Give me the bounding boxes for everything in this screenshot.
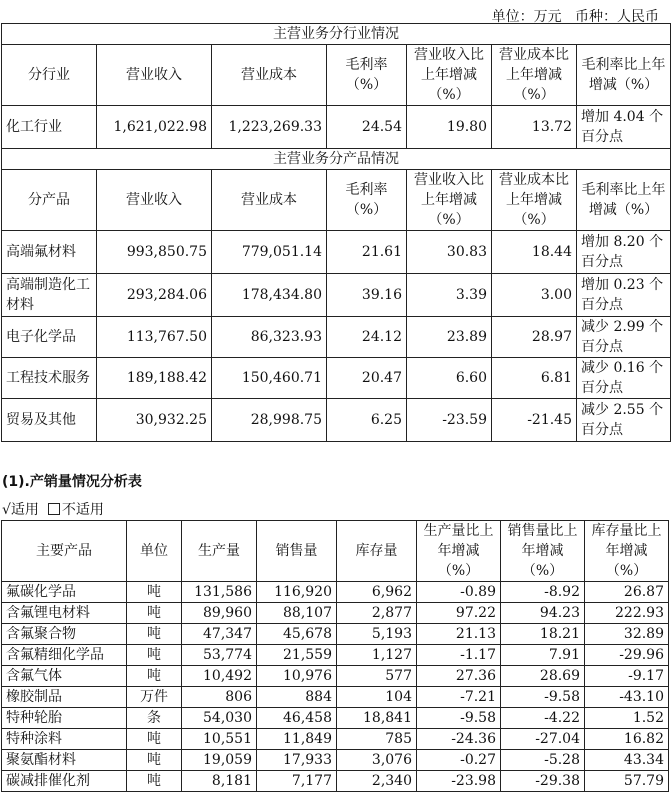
table-cell: 条 xyxy=(127,708,182,729)
table-cell: 88,107 xyxy=(257,603,337,624)
table-cell: 吨 xyxy=(127,750,182,771)
table-cell: 131,586 xyxy=(182,582,257,603)
table-cell: 2,340 xyxy=(337,771,417,792)
table-cell: 17,933 xyxy=(257,750,337,771)
header-row xyxy=(2,170,671,231)
table-cell: 785 xyxy=(337,729,417,750)
table-cell: 减少 2.99 个百分点 xyxy=(577,317,671,358)
table-cell: 47,347 xyxy=(182,624,257,645)
row-label: 橡胶制品 xyxy=(2,687,127,708)
table-cell: -27.04 xyxy=(501,729,585,750)
table-cell: 10,976 xyxy=(257,666,337,687)
table-cell: 5,193 xyxy=(337,624,417,645)
table-cell: 32.89 xyxy=(585,624,669,645)
table-cell: -23.98 xyxy=(417,771,501,792)
header-cell: 毛利率比上年增减（%） xyxy=(577,45,671,106)
table-cell: 6.25 xyxy=(327,399,407,442)
table-cell: 减少 2.55 个百分点 xyxy=(577,399,671,442)
table-cell: 10,551 xyxy=(182,729,257,750)
table-cell: 6.81 xyxy=(492,358,577,399)
table-row xyxy=(2,582,669,603)
table-cell: -23.59 xyxy=(407,399,492,442)
table-cell: 18.21 xyxy=(501,624,585,645)
table-cell: -8.92 xyxy=(501,582,585,603)
header-cell: 销售量比上年增减（%） xyxy=(501,521,585,582)
table-cell: 2,877 xyxy=(337,603,417,624)
header-cell: 毛利率（%） xyxy=(327,45,407,106)
table-row xyxy=(2,624,669,645)
table-cell: 万件 xyxy=(127,687,182,708)
table-cell: 94.23 xyxy=(501,603,585,624)
table-cell: 吨 xyxy=(127,645,182,666)
table-cell: 54,030 xyxy=(182,708,257,729)
row-label: 特种涂料 xyxy=(2,729,127,750)
header-cell: 营业收入比上年增减（%） xyxy=(407,170,492,231)
table-cell: 19.80 xyxy=(407,106,492,149)
table-cell: 53,774 xyxy=(182,645,257,666)
header-cell: 单位 xyxy=(127,521,182,582)
table-cell: 减少 0.16 个百分点 xyxy=(577,358,671,399)
header-cell: 库存量比上年增减（%） xyxy=(585,521,669,582)
table-cell: 18.44 xyxy=(492,231,577,274)
table-cell: 30,932.25 xyxy=(97,399,212,442)
table-cell: 13.72 xyxy=(492,106,577,149)
table-cell: -21.45 xyxy=(492,399,577,442)
table-cell: 150,460.71 xyxy=(212,358,327,399)
table-cell: -24.36 xyxy=(417,729,501,750)
table-cell: 6,962 xyxy=(337,582,417,603)
header-cell: 营业收入 xyxy=(97,45,212,106)
table-cell: 30.83 xyxy=(407,231,492,274)
table-cell: 89,960 xyxy=(182,603,257,624)
header-cell: 毛利率（%） xyxy=(327,170,407,231)
table-cell: 1,621,022.98 xyxy=(97,106,212,149)
table-cell: 779,051.14 xyxy=(212,231,327,274)
production-sales-table xyxy=(1,520,669,792)
table-row xyxy=(2,771,669,792)
table-cell: 993,850.75 xyxy=(97,231,212,274)
row-label: 含氟聚合物 xyxy=(2,624,127,645)
header-cell: 分产品 xyxy=(2,170,97,231)
table-row xyxy=(2,666,669,687)
header-cell: 主要产品 xyxy=(2,521,127,582)
row-label: 高端氟材料 xyxy=(2,231,97,274)
applicable-options xyxy=(2,499,104,519)
table-cell: 1.52 xyxy=(585,708,669,729)
table-cell: -29.38 xyxy=(501,771,585,792)
table-cell: 增加 4.04 个百分点 xyxy=(577,106,671,149)
table-cell: 6.60 xyxy=(407,358,492,399)
table-cell: 吨 xyxy=(127,666,182,687)
header-row xyxy=(2,521,669,582)
row-label: 特种轮胎 xyxy=(2,708,127,729)
table-row xyxy=(2,708,669,729)
header-cell: 营业收入比上年增减（%） xyxy=(407,45,492,106)
table-cell: 39.16 xyxy=(327,274,407,317)
table-row xyxy=(2,106,671,149)
table-row xyxy=(2,317,671,358)
table-cell: 178,434.80 xyxy=(212,274,327,317)
table-cell: 3,076 xyxy=(337,750,417,771)
table-cell: -0.89 xyxy=(417,582,501,603)
table-cell: 7.91 xyxy=(501,645,585,666)
table-cell: 18,841 xyxy=(337,708,417,729)
table-cell: 293,284.06 xyxy=(97,274,212,317)
table-cell: -9.17 xyxy=(585,666,669,687)
table-cell: 806 xyxy=(182,687,257,708)
header-cell: 库存量 xyxy=(337,521,417,582)
table-cell: 21.13 xyxy=(417,624,501,645)
table-cell: -4.22 xyxy=(501,708,585,729)
header-cell: 毛利率比上年增减（%） xyxy=(577,170,671,231)
header-cell: 销售量 xyxy=(257,521,337,582)
header-cell: 营业收入 xyxy=(97,170,212,231)
table-cell: 43.34 xyxy=(585,750,669,771)
table-cell: 26.87 xyxy=(585,582,669,603)
table-cell: 8,181 xyxy=(182,771,257,792)
table-cell: 28,998.75 xyxy=(212,399,327,442)
table-row xyxy=(2,358,671,399)
table-row xyxy=(2,274,671,317)
row-label: 聚氨酯材料 xyxy=(2,750,127,771)
table-cell: 3.00 xyxy=(492,274,577,317)
industry-section-title-row xyxy=(2,24,671,45)
table-cell: 吨 xyxy=(127,771,182,792)
table-cell: 10,492 xyxy=(182,666,257,687)
row-label: 工程技术服务 xyxy=(2,358,97,399)
table-row xyxy=(2,603,669,624)
table-cell: -7.21 xyxy=(417,687,501,708)
applicable-checked-label: √适用 xyxy=(2,502,39,518)
table-cell: 7,177 xyxy=(257,771,337,792)
table-cell: 189,188.42 xyxy=(97,358,212,399)
table-cell: 57.79 xyxy=(585,771,669,792)
table-cell: -29.96 xyxy=(585,645,669,666)
row-label: 氟碳化学品 xyxy=(2,582,127,603)
header-cell: 营业成本 xyxy=(212,170,327,231)
table-cell: 97.22 xyxy=(417,603,501,624)
table-cell: 116,920 xyxy=(257,582,337,603)
table-cell: 21.61 xyxy=(327,231,407,274)
header-cell: 生产量 xyxy=(182,521,257,582)
table-row xyxy=(2,231,671,274)
table-cell: 28.97 xyxy=(492,317,577,358)
table-row xyxy=(2,687,669,708)
table-cell: 11,849 xyxy=(257,729,337,750)
table-cell: -9.58 xyxy=(417,708,501,729)
table-cell: 23.89 xyxy=(407,317,492,358)
header-cell: 营业成本比上年增减（%） xyxy=(492,170,577,231)
header-cell: 分行业 xyxy=(2,45,97,106)
header-row xyxy=(2,45,671,106)
table-cell: 16.82 xyxy=(585,729,669,750)
row-label: 含氟锂电材料 xyxy=(2,603,127,624)
row-label: 碳减排催化剂 xyxy=(2,771,127,792)
table-cell: 24.54 xyxy=(327,106,407,149)
table-cell: -9.58 xyxy=(501,687,585,708)
table-cell: 增加 0.23 个百分点 xyxy=(577,274,671,317)
table-cell: 吨 xyxy=(127,603,182,624)
row-label: 含氟精细化学品 xyxy=(2,645,127,666)
table-cell: 吨 xyxy=(127,624,182,645)
table-cell: 577 xyxy=(337,666,417,687)
row-label: 化工行业 xyxy=(2,106,97,149)
table-cell: 24.12 xyxy=(327,317,407,358)
table-cell: 104 xyxy=(337,687,417,708)
table-cell: 3.39 xyxy=(407,274,492,317)
product-section-title-row xyxy=(2,149,671,170)
row-label: 贸易及其他 xyxy=(2,399,97,442)
table-cell: 45,678 xyxy=(257,624,337,645)
table-cell: -0.27 xyxy=(417,750,501,771)
main-business-table xyxy=(1,23,671,442)
table-cell: -43.10 xyxy=(585,687,669,708)
table-row xyxy=(2,729,669,750)
table-cell: 86,323.93 xyxy=(212,317,327,358)
table-cell: 222.93 xyxy=(585,603,669,624)
row-label: 含氟气体 xyxy=(2,666,127,687)
section-title: 主营业务分行业情况 xyxy=(2,24,671,45)
table-cell: 1,127 xyxy=(337,645,417,666)
table-cell: 增加 8.20 个百分点 xyxy=(577,231,671,274)
header-cell: 营业成本 xyxy=(212,45,327,106)
table-cell: 884 xyxy=(257,687,337,708)
table-cell: -1.17 xyxy=(417,645,501,666)
header-cell: 营业成本比上年增减（%） xyxy=(492,45,577,106)
table-cell: 20.47 xyxy=(327,358,407,399)
table-cell: 28.69 xyxy=(501,666,585,687)
header-cell: 生产量比上年增减（%） xyxy=(417,521,501,582)
table-cell: -5.28 xyxy=(501,750,585,771)
table-row xyxy=(2,399,671,442)
table-cell: 113,767.50 xyxy=(97,317,212,358)
checkbox-icon xyxy=(48,503,60,515)
table-cell: 1,223,269.33 xyxy=(212,106,327,149)
table-cell: 21,559 xyxy=(257,645,337,666)
table-cell: 27.36 xyxy=(417,666,501,687)
applicable-unchecked-label: 不适用 xyxy=(61,502,104,518)
sales-section-title: (1).产销量情况分析表 xyxy=(2,474,142,490)
table-cell: 46,458 xyxy=(257,708,337,729)
row-label: 电子化学品 xyxy=(2,317,97,358)
table-row xyxy=(2,750,669,771)
table-row xyxy=(2,645,669,666)
table-cell: 吨 xyxy=(127,582,182,603)
section-title: 主营业务分产品情况 xyxy=(2,149,671,170)
table-cell: 19,059 xyxy=(182,750,257,771)
table-cell: 吨 xyxy=(127,729,182,750)
row-label: 高端制造化工材料 xyxy=(2,274,97,317)
unit-currency-note: 单位：万元 币种：人民币 xyxy=(491,9,659,25)
